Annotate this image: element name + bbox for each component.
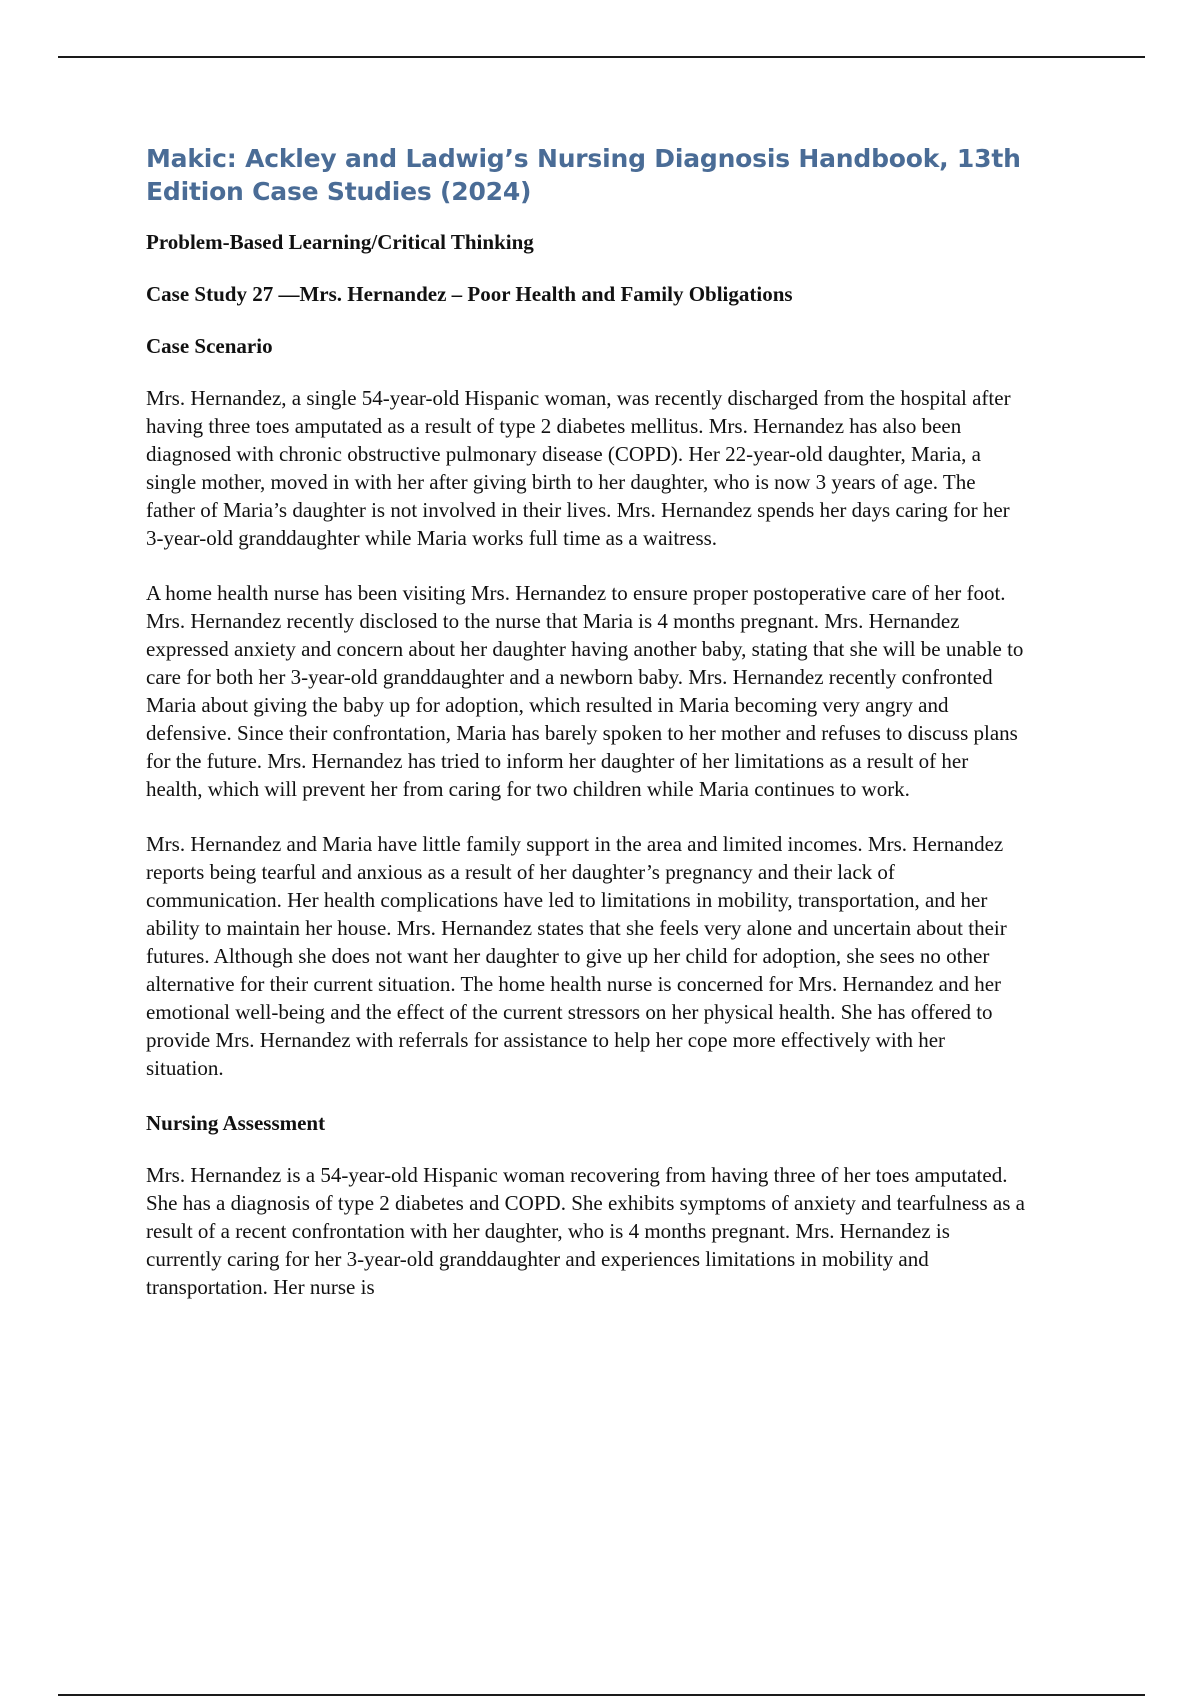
page-content (146, 142, 1026, 1328)
case-title: Case Study 27 —Mrs. Hernandez – Poor Health and Family Obligations (146, 282, 793, 306)
assessment-paragraph: Mrs. Hernandez is a 54-year-old Hispanic woman recovering from having three of her toes amputated. She has a diagnosis of type 2 diabetes and COPD. She exhibits symptoms of anxiety and tearfulness as a result of a recent confrontation with her daughter, who is 4 months pregnant. Mrs. Hernandez is currently caring for her 3-year-old granddaughter and experiences limitations in mobility and transportation. Her nurse is (146, 1163, 1025, 1299)
document-title: Makic: Ackley and Ladwig’s Nursing Diagnosis Handbook, 13th Edition Case Studies (2024) (146, 144, 1021, 206)
assessment-heading: Nursing Assessment (146, 1111, 326, 1135)
scenario-paragraph-3: Mrs. Hernandez and Maria have little family support in the area and limited incomes. Mrs. Hernandez reports being tearful and anxious as a result of her daughter’s pregnancy and their lack of communication. Her health complications have led to limitations in mobility, transportation, and her ability to maintain her house. Mrs. Hernandez states that she feels very alone and uncertain about their futures. Although she does not want her daughter to give up her child for adoption, she sees no other alternative for their current situation. The home health nurse is concerned for Mrs. Hernandez and her emotional well-being and the effect of the current stressors on her physical health. She has offered to provide Mrs. Hernandez with referrals for assistance to help her cope more effectively with her situation. (146, 832, 1007, 1080)
top-rule (58, 56, 1145, 58)
scenario-paragraph-2: A home health nurse has been visiting Mrs. Hernandez to ensure proper postoperative care of her foot. Mrs. Hernandez recently disclosed to the nurse that Maria is 4 months pregnant. Mrs. Hernandez expressed anxiety and concern about her daughter having another baby, stating that she will be unable to care for both her 3-year-old granddaughter and a newborn baby. Mrs. Hernandez recently confronted Maria about giving the baby up for adoption, which resulted in Maria becoming very angry and defensive. Since their confrontation, Maria has barely spoken to her mother and refuses to discuss plans for the future. Mrs. Hernandez has tried to inform her daughter of her limitations as a result of her health, which will prevent her from caring for two children while Maria continues to work. (146, 581, 1024, 801)
scenario-paragraph-1: Mrs. Hernandez, a single 54-year-old Hispanic woman, was recently discharged from the hospital after having three toes amputated as a result of type 2 diabetes mellitus. Mrs. Hernandez has also been diagnosed with chronic obstructive pulmonary disease (COPD). Her 22-year-old daughter, Maria, a single mother, moved in with her after giving birth to her daughter, who is now 3 years of age. The father of Maria’s daughter is not involved in their lives. Mrs. Hernandez spends her days caring for her 3-year-old granddaughter while Maria works full time as a waitress. (146, 386, 1011, 550)
section-label: Problem-Based Learning/Critical Thinking (146, 230, 534, 254)
scenario-heading: Case Scenario (146, 334, 273, 358)
bottom-rule (58, 1694, 1145, 1696)
